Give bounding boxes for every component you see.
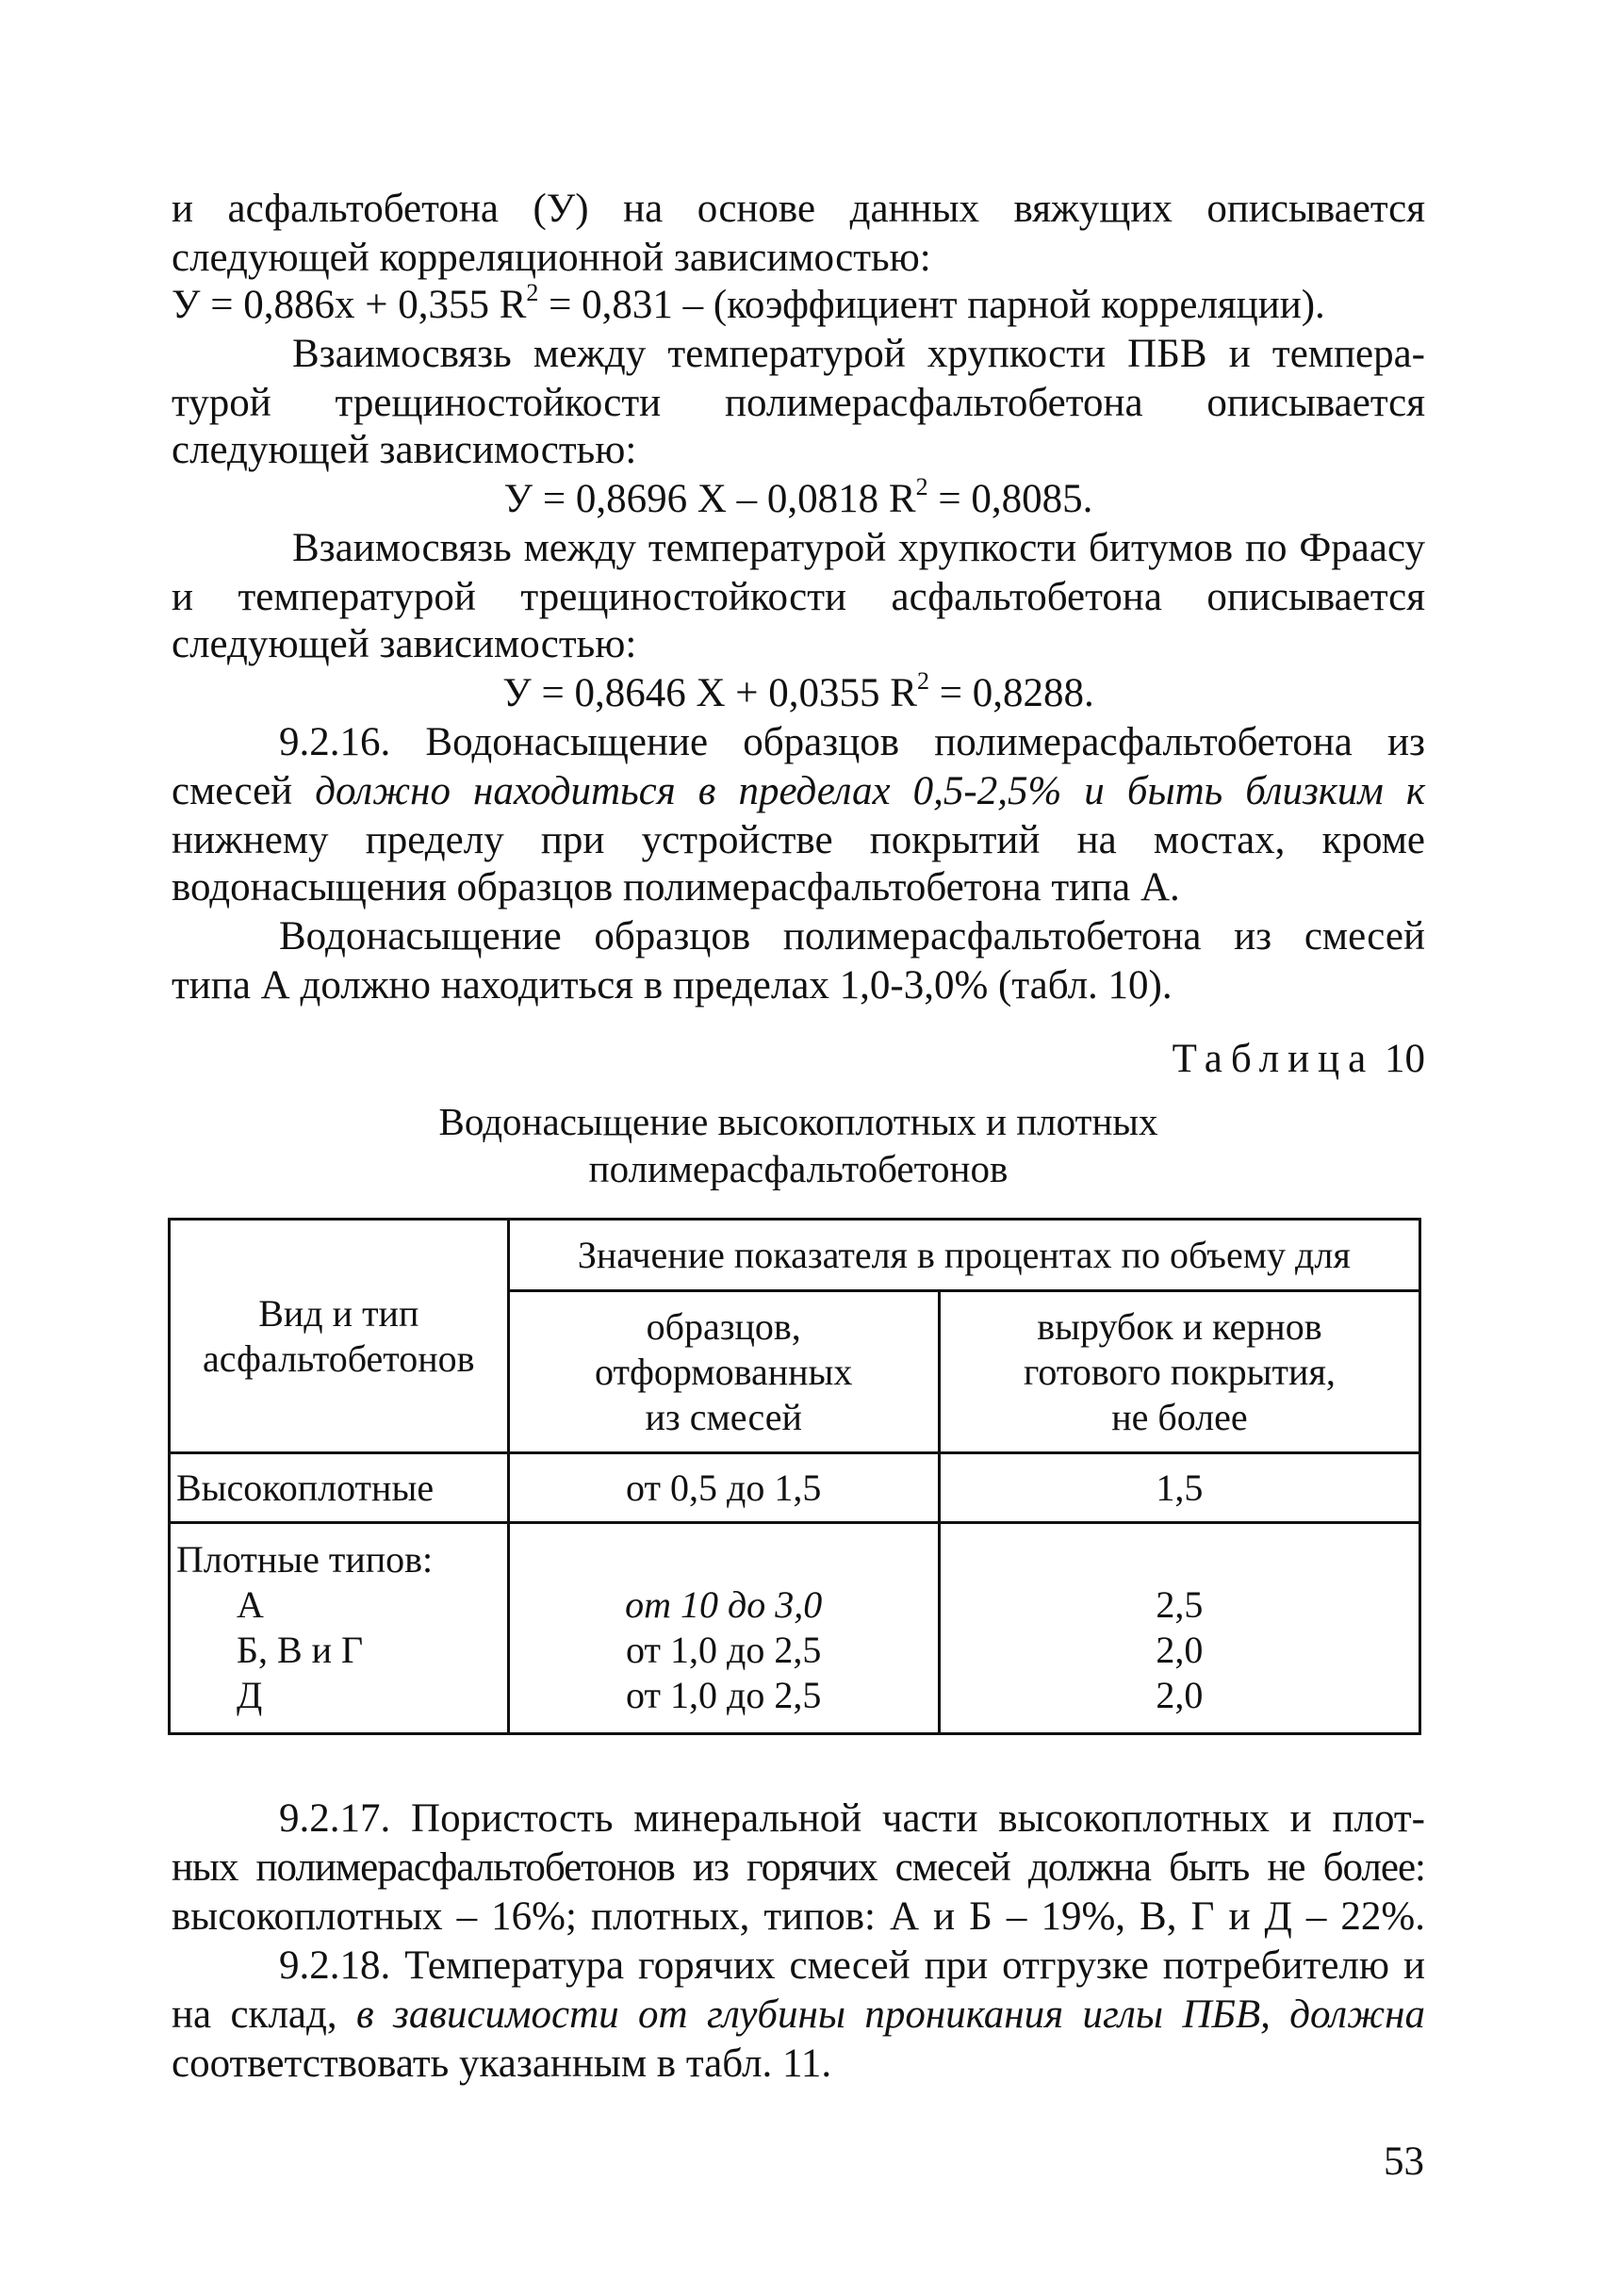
text-line: турой трещиностойкости полимерасфальтобетона описывается <box>172 381 1425 425</box>
equation-part: = 0,8288. <box>928 671 1094 715</box>
text-line: следующей корреляционной зависимостью: <box>172 236 931 280</box>
text-line: нижнему пределу при устройстве покрытий на мостах, кроме <box>172 818 1425 862</box>
text-line <box>172 767 1425 816</box>
text-line: 9.2.16. Водонасыщение образцов полимерасфальтобетона из <box>279 720 1425 764</box>
equation-line <box>172 281 1425 330</box>
text-line: и температурой трещиностойкости асфальтобетона описывается <box>172 575 1425 619</box>
text-part: на склад, <box>172 1992 356 2037</box>
text-line: водонасыщения образцов полимерасфальтобетона типа А. <box>172 865 1180 910</box>
text-line: 9.2.17. Пористость минеральной части высокоплотных и плот- <box>279 1796 1425 1841</box>
text-line: ных полимерасфальтобетонов из горячих смесей должна быть не более: <box>172 1845 1425 1890</box>
superscript: 2 <box>916 667 929 695</box>
table-title-line: Водонасыщение высокоплотных и плотных <box>438 1100 1158 1143</box>
italic-text: должно находиться в пределах 0,5-2,5% и быть близким к <box>315 769 1426 813</box>
text-line: соответствовать указанным в табл. 11. <box>172 2041 832 2086</box>
text-line: 9.2.18. Температура горячих смесей при отгрузке потребителю и <box>279 1943 1425 1988</box>
header-text: Вид и тип <box>258 1291 419 1335</box>
table-title-line: полимерасфальтобетонов <box>588 1147 1009 1190</box>
table-label-word: Таблица <box>1172 1037 1375 1081</box>
samples-cell: от 0,5 до 1,5 <box>508 1453 939 1523</box>
page-number: 53 <box>1384 2139 1424 2184</box>
cores-value: 2,0 <box>1156 1629 1204 1671</box>
header-text: образцов, <box>646 1304 801 1348</box>
equation-part: У = 0,8646 Х + 0,0355 R <box>502 671 917 715</box>
header-text: асфальтобетонов <box>203 1336 475 1380</box>
equation-part: У = 0,886х + 0,355 R <box>172 283 527 327</box>
italic-text: в зависимости от глубины проникания иглы ПБВ, должна <box>356 1992 1425 2037</box>
equation-part: У = 0,8696 Х – 0,0818 R <box>503 477 916 521</box>
type-cell <box>170 1523 509 1734</box>
type-text: Д <box>237 1674 263 1716</box>
type-text: Б, В и Г <box>237 1629 364 1671</box>
type-cell: Высокоплотные <box>170 1453 509 1523</box>
superscript: 2 <box>526 279 539 306</box>
table-row <box>170 1453 1420 1523</box>
cores-value: 2,5 <box>1156 1583 1204 1626</box>
superscript: 2 <box>915 473 928 500</box>
text-part: смесей <box>172 769 316 813</box>
text-line: Взаимосвязь между температурой хрупкости ПБВ и темпера- <box>292 332 1425 376</box>
header-text: вырубок и кернов <box>1037 1304 1322 1348</box>
text-line: следующей зависимостью: <box>172 622 637 666</box>
header-type-cell <box>170 1220 509 1453</box>
header-cores-cell <box>939 1291 1419 1453</box>
text-line: типа А должно находиться в пределах 1,0-3,0% (табл. 10). <box>172 963 1173 1008</box>
text-line: Взаимосвязь между температурой хрупкости битумов по Фраасу <box>292 526 1425 570</box>
type-text: А <box>237 1583 264 1626</box>
samples-cell <box>508 1523 939 1734</box>
text-line: Водонасыщение образцов полимерасфальтобетона из смесей <box>279 914 1425 959</box>
header-group-cell: Значение показателя в процентах по объему для <box>508 1220 1419 1291</box>
equation-line <box>172 669 1425 718</box>
header-text: из смесей <box>645 1395 802 1438</box>
text-line: следующей зависимостью: <box>172 428 637 472</box>
header-text: готового покрытия, <box>1023 1350 1336 1393</box>
table-label-number: 10 <box>1385 1037 1425 1081</box>
type-text: Плотные типов: <box>176 1538 434 1581</box>
equation-part: = 0,8085. <box>927 477 1093 521</box>
text-line: высокоплотных – 16%; плотных, типов: А и Б – 19%, В, Г и Д – 22%. <box>172 1894 1425 1939</box>
cores-cell: 1,5 <box>939 1453 1419 1523</box>
samples-value: от 1,0 до 2,5 <box>626 1674 822 1716</box>
header-samples-cell <box>508 1291 939 1453</box>
text-line <box>172 1991 1425 2040</box>
water-saturation-table <box>168 1218 1421 1735</box>
samples-value: от 10 до 3,0 <box>625 1583 823 1626</box>
header-text: не более <box>1111 1395 1248 1438</box>
equation-part: = 0,831 – (коэффициент парной корреляции). <box>538 283 1325 327</box>
samples-value: от 1,0 до 2,5 <box>626 1629 822 1671</box>
cores-cell <box>939 1523 1419 1734</box>
table-label <box>172 1035 1425 1084</box>
cores-value: 2,0 <box>1156 1674 1204 1716</box>
equation-line <box>172 475 1425 524</box>
text-line: и асфальтобетона (У) на основе данных вяжущих описывается <box>172 187 1425 231</box>
header-text: отформованных <box>595 1350 853 1393</box>
table-row <box>170 1523 1420 1734</box>
